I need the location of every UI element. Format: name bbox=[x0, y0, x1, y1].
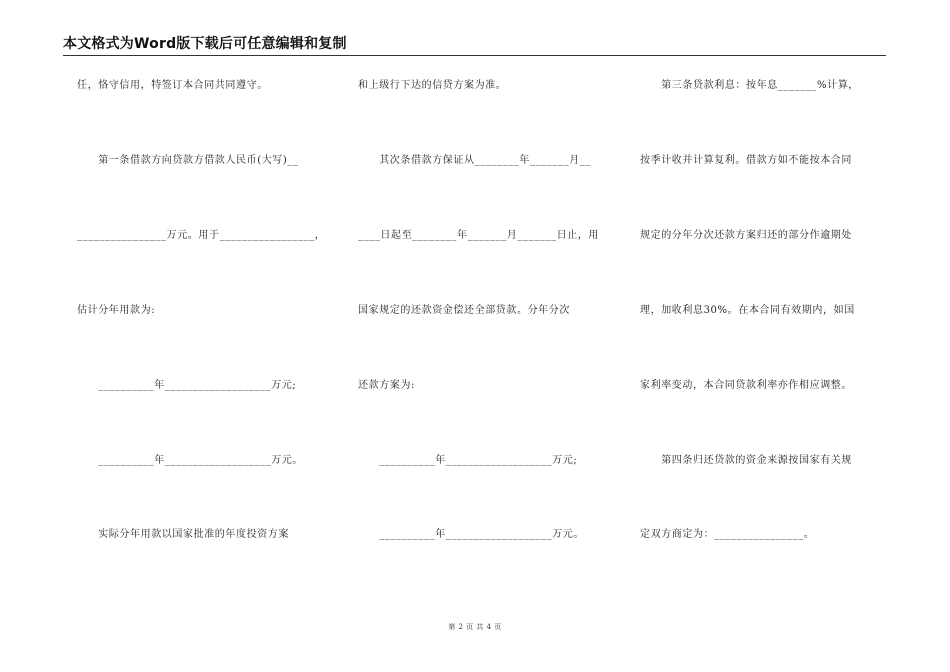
text-line: 定双方商定为：________________。 bbox=[640, 529, 815, 540]
page-number: 第 2 页 共 4 页 bbox=[448, 623, 502, 631]
text-line: 家利率变动，本合同贷款利率亦作相应调整。 bbox=[640, 380, 852, 391]
text-line: 国家规定的还款资金偿还全部贷款。分年分次 bbox=[358, 305, 570, 316]
text-line: 和上级行下达的信贷方案为准。 bbox=[358, 80, 507, 91]
text-line: __________年___________________万元; bbox=[77, 380, 297, 391]
text-line: __________年___________________万元; bbox=[358, 455, 578, 466]
text-line: __________年___________________万元。 bbox=[77, 455, 303, 466]
text-line: 第一条借款方向贷款方借款人民币(大写)__ bbox=[77, 155, 299, 166]
text-line: 第四条归还贷款的资金来源按国家有关规 bbox=[640, 455, 852, 466]
text-line: 其次条借款方保证从________年_______月__ bbox=[358, 155, 591, 166]
text-line: 估计分年用款为: bbox=[77, 305, 156, 316]
text-line: 实际分年用款以国家批准的年度投资方案 bbox=[77, 529, 289, 540]
text-line: ____日起至________年_______月_______日止，用 bbox=[358, 230, 599, 241]
header-title: 本文格式为Word版下载后可任意编辑和复制 bbox=[63, 36, 347, 52]
text-line: 规定的分年分次还款方案归还的部分作逾期处 bbox=[640, 230, 852, 241]
text-line: 第三条贷款利息：按年息_______%计算， bbox=[640, 80, 859, 91]
text-line: 任，恪守信用，特签订本合同共同遵守。 bbox=[77, 80, 268, 91]
document-header bbox=[63, 33, 886, 56]
text-line: 按季计收并计算复利。借款方如不能按本合同 bbox=[640, 155, 852, 166]
text-line: 理，加收利息30%。在本合同有效期内，如国 bbox=[640, 305, 855, 316]
text-line: 还款方案为: bbox=[358, 380, 415, 391]
text-line: ________________万元。用于_________________， bbox=[77, 230, 326, 241]
text-line: __________年___________________万元。 bbox=[358, 529, 584, 540]
